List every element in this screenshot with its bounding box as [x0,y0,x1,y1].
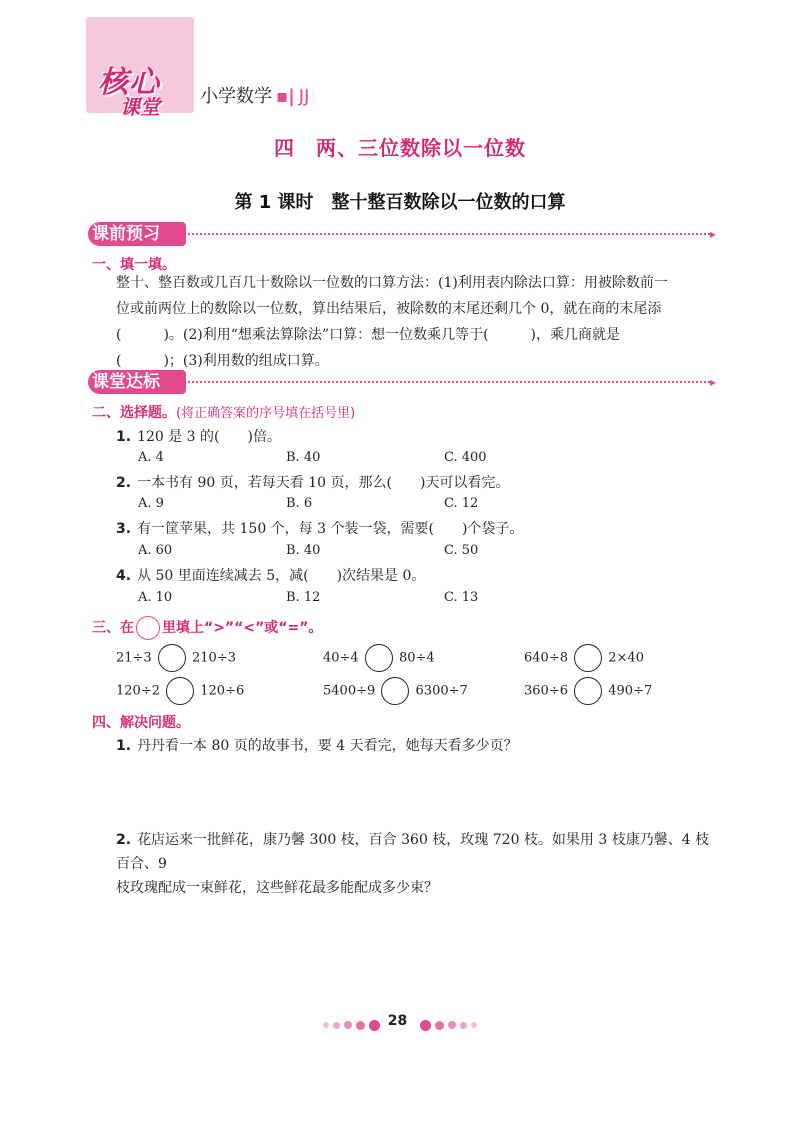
option-c: C. 400 [444,450,487,465]
banner-dotted-line [188,381,710,383]
compare-right: 210÷3 [192,650,236,666]
compare-left: 640÷8 [524,650,568,666]
circle-blank-icon [136,616,160,640]
question-text: 120 是 3 的( )倍。 [137,429,281,445]
problem-text: 丹丹看一本 80 页的故事书，要 4 天看完，她每天看多少页？ [137,738,518,754]
question-text: 一本书有 90 页，若每天看 10 页，那么( )天可以看完。 [137,475,510,491]
question-number: 1. [116,429,132,445]
compare-left: 40÷4 [323,650,359,666]
question-number: 4. [116,568,132,584]
option-a: A. 4 [138,450,164,465]
practice-banner [88,370,716,394]
compare-left: 21÷3 [116,650,152,666]
compare-item [323,677,468,705]
compare-item [116,677,244,705]
section2-note: (将正确答案的序号填在括号里) [176,406,356,421]
lesson-title: 第 1 课时 整十整百数除以一位数的口算 [234,192,566,213]
preview-banner [88,222,716,246]
question-2 [116,472,509,492]
edition-label: JJ [298,86,310,107]
compare-right: 490÷7 [608,683,653,699]
series-logo [86,17,194,119]
option-c: C. 13 [444,590,479,605]
section1-title: 一、填一填。 [92,257,176,273]
option-a: A. 10 [138,590,173,605]
problem-number: 1. [116,738,132,754]
unit-title: 四 两、三位数除以一位数 [274,136,526,160]
compare-circle[interactable] [158,644,186,672]
compare-item [116,644,236,672]
compare-circle[interactable] [365,644,393,672]
problem-text: 花店运来一批鲜花，康乃馨 300 枝，百合 360 枝，玫瑰 720 枝。如果用 3 枝康乃馨、4 枝百合、9 [116,832,710,872]
arrow-right-icon: ▸ [709,375,716,389]
subject-label [200,82,309,108]
page-number: 28 [387,1012,408,1029]
question-3 [116,518,523,538]
compare-item [524,677,652,705]
compare-circle[interactable] [574,644,602,672]
arrow-right-icon: ▸ [709,227,716,241]
compare-left: 360÷6 [524,683,568,699]
word-problem-1 [116,735,518,755]
compare-circle[interactable] [574,677,602,705]
problem-text: 枝玫瑰配成一束鲜花，这些鲜花最多能配成多少束？ [116,880,438,896]
logo-line1: 核心 [98,65,160,100]
question-number: 3. [116,521,132,537]
banner-dotted-line [188,233,710,235]
practice-banner-label: 课堂达标 [88,370,186,394]
option-b: B. 40 [286,543,321,558]
paragraph-line: ( )；(3)利用数的组成口算。 [116,353,329,369]
option-a: A. 60 [138,543,173,558]
compare-right: 6300÷7 [415,683,468,699]
paragraph-line: 整十、整百数或几百几十数除以一位数的口算方法：(1)利用表内除法口算：用被除数前一 [116,275,668,291]
question-1 [116,426,281,446]
option-c: C. 50 [444,543,479,558]
compare-left: 5400÷9 [323,683,376,699]
paragraph-line: ( )。(2)利用“想乘法算除法”口算：想一位数乘几等于( )，乘几商就是 [116,327,620,343]
compare-circle[interactable] [381,677,409,705]
subject-separator: ▪| [276,86,295,107]
section3-prefix: 三、在 [92,620,134,636]
option-c: C. 12 [444,496,479,511]
section4-title: 四、解决问题。 [92,715,190,731]
paragraph-line: 位或前两位上的数除以一位数，算出结果后，被除数的末尾还剩几个 0，就在商的末尾添 [116,301,662,317]
page-footer [0,1010,800,1031]
section3-suffix: 里填上“>”“<”或“=”。 [162,620,323,636]
word-problem-2 [116,828,716,900]
question-text: 从 50 里面连续减去 5，减( )次结果是 0。 [137,568,426,584]
compare-item [323,644,435,672]
preview-banner-label: 课前预习 [88,222,186,246]
compare-right: 2×40 [608,650,644,666]
logo-line2: 课堂 [120,95,160,119]
section2-title [92,402,355,422]
section3-title [92,616,322,640]
compare-circle[interactable] [166,677,194,705]
option-b: B. 6 [286,496,313,511]
option-b: B. 12 [286,590,321,605]
compare-right: 80÷4 [399,650,435,666]
question-number: 2. [116,475,132,491]
fill-blank-paragraph [116,270,706,374]
question-4 [116,565,425,585]
option-b: B. 40 [286,450,321,465]
compare-left: 120÷2 [116,683,160,699]
compare-item [524,644,644,672]
subject-name: 小学数学 [200,86,272,107]
compare-right: 120÷6 [200,683,245,699]
option-a: A. 9 [138,496,164,511]
section2-heading: 二、选择题。 [92,405,176,421]
question-text: 有一筐苹果，共 150 个，每 3 个装一袋，需要( )个袋子。 [137,521,524,537]
problem-number: 2. [116,832,132,848]
